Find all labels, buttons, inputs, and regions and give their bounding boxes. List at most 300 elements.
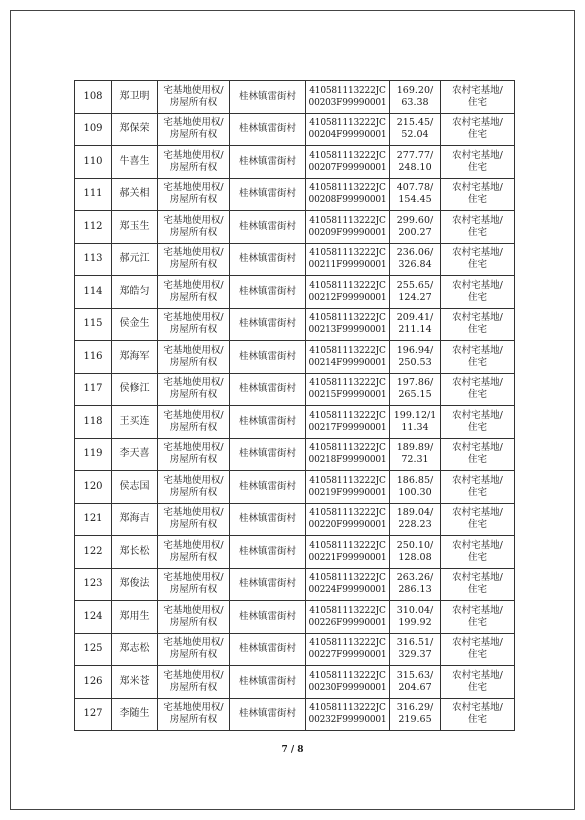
row-number: 118 bbox=[75, 406, 112, 439]
unit-number bbox=[306, 568, 390, 601]
owner-name: 侯修江 bbox=[112, 373, 158, 406]
unit-number-line: 410581113222JC bbox=[309, 378, 386, 389]
right-type bbox=[158, 633, 230, 666]
area-line: 250.53 bbox=[398, 356, 432, 368]
land-use bbox=[441, 503, 515, 536]
area-line: 228.23 bbox=[398, 519, 432, 531]
unit-number-line: 410581113222JC bbox=[309, 85, 386, 96]
land-use-line: 农村宅基地/ bbox=[452, 214, 503, 226]
right-type-line: 房屋所有权 bbox=[169, 454, 218, 466]
unit-number-line: 00208F99990001 bbox=[308, 195, 387, 206]
unit-number-line: 410581113222JC bbox=[309, 638, 386, 649]
area-line: 286.13 bbox=[398, 584, 432, 596]
land-use-line: 农村宅基地/ bbox=[452, 474, 503, 486]
area-line: 265.15 bbox=[398, 389, 432, 401]
right-type-line: 宅基地使用权/ bbox=[163, 604, 224, 616]
right-type bbox=[158, 146, 230, 179]
land-use-line: 农村宅基地/ bbox=[452, 409, 503, 421]
location: 桂林镇雷街村 bbox=[230, 113, 306, 146]
right-type-line: 宅基地使用权/ bbox=[163, 149, 224, 161]
area-line: 299.60/ bbox=[396, 214, 434, 226]
page-number: 7 / 8 bbox=[281, 745, 304, 755]
land-use-line: 农村宅基地/ bbox=[452, 702, 503, 714]
area-line: 209.41/ bbox=[396, 312, 434, 324]
right-type bbox=[158, 601, 230, 634]
right-type-line: 房屋所有权 bbox=[169, 389, 218, 401]
owner-name: 郝元江 bbox=[112, 243, 158, 276]
row-number: 108 bbox=[75, 81, 112, 114]
right-type-line: 宅基地使用权/ bbox=[163, 312, 224, 324]
area-line: 199.12/1 bbox=[393, 409, 437, 421]
unit-number-line: 00219F99990001 bbox=[308, 487, 387, 498]
right-type-line: 房屋所有权 bbox=[169, 681, 218, 693]
land-use bbox=[441, 341, 515, 374]
unit-number-line: 410581113222JC bbox=[309, 703, 386, 714]
land-use-line: 农村宅基地/ bbox=[452, 442, 503, 454]
right-type-line: 房屋所有权 bbox=[169, 324, 218, 336]
unit-number-line: 00232F99990001 bbox=[308, 715, 387, 726]
table-row bbox=[75, 113, 515, 146]
right-type bbox=[158, 536, 230, 569]
land-use-line: 住宅 bbox=[467, 291, 487, 303]
land-use-line: 住宅 bbox=[467, 129, 487, 141]
unit-number-line: 410581113222JC bbox=[309, 508, 386, 519]
area-line: 196.94/ bbox=[396, 344, 434, 356]
land-use-line: 住宅 bbox=[467, 421, 487, 433]
table-row bbox=[75, 568, 515, 601]
land-use bbox=[441, 243, 515, 276]
unit-number-line: 00218F99990001 bbox=[308, 455, 387, 466]
land-use bbox=[441, 81, 515, 114]
right-type-line: 房屋所有权 bbox=[169, 714, 218, 726]
area-line: 154.45 bbox=[398, 194, 432, 206]
right-type bbox=[158, 438, 230, 471]
row-number: 109 bbox=[75, 113, 112, 146]
area-line: 310.04/ bbox=[396, 604, 434, 616]
row-number: 116 bbox=[75, 341, 112, 374]
unit-number bbox=[306, 373, 390, 406]
row-number: 119 bbox=[75, 438, 112, 471]
land-use-line: 住宅 bbox=[467, 454, 487, 466]
unit-number-line: 00213F99990001 bbox=[308, 325, 387, 336]
table-row bbox=[75, 81, 515, 114]
land-use-line: 住宅 bbox=[467, 324, 487, 336]
owner-name: 郑长松 bbox=[112, 536, 158, 569]
table-row bbox=[75, 341, 515, 374]
area bbox=[390, 503, 441, 536]
land-use-line: 农村宅基地/ bbox=[452, 539, 503, 551]
unit-number bbox=[306, 471, 390, 504]
land-use-line: 住宅 bbox=[467, 161, 487, 173]
land-use-line: 农村宅基地/ bbox=[452, 572, 503, 584]
right-type-line: 房屋所有权 bbox=[169, 356, 218, 368]
right-type-line: 房屋所有权 bbox=[169, 291, 218, 303]
land-use bbox=[441, 536, 515, 569]
unit-number-line: 00204F99990001 bbox=[308, 130, 387, 141]
unit-number bbox=[306, 178, 390, 211]
area-line: 11.34 bbox=[401, 421, 429, 433]
unit-number-line: 00217F99990001 bbox=[308, 422, 387, 433]
unit-number-line: 410581113222JC bbox=[309, 540, 386, 551]
right-type-line: 房屋所有权 bbox=[169, 584, 218, 596]
area-line: 236.06/ bbox=[396, 247, 434, 259]
unit-number-line: 410581113222JC bbox=[309, 313, 386, 324]
right-type-line: 房屋所有权 bbox=[169, 226, 218, 238]
row-number: 124 bbox=[75, 601, 112, 634]
location: 桂林镇雷街村 bbox=[230, 146, 306, 179]
row-number: 127 bbox=[75, 698, 112, 731]
table-row bbox=[75, 471, 515, 504]
land-use bbox=[441, 633, 515, 666]
right-type-line: 房屋所有权 bbox=[169, 551, 218, 563]
area bbox=[390, 276, 441, 309]
unit-number-line: 410581113222JC bbox=[309, 670, 386, 681]
area bbox=[390, 146, 441, 179]
location: 桂林镇雷街村 bbox=[230, 211, 306, 244]
table-body bbox=[75, 81, 515, 731]
area bbox=[390, 178, 441, 211]
location: 桂林镇雷街村 bbox=[230, 568, 306, 601]
land-use bbox=[441, 698, 515, 731]
area bbox=[390, 341, 441, 374]
location: 桂林镇雷街村 bbox=[230, 666, 306, 699]
land-use-line: 住宅 bbox=[467, 226, 487, 238]
land-use-line: 农村宅基地/ bbox=[452, 344, 503, 356]
land-use bbox=[441, 373, 515, 406]
right-type-line: 宅基地使用权/ bbox=[163, 117, 224, 129]
unit-number-line: 410581113222JC bbox=[309, 573, 386, 584]
table-row bbox=[75, 536, 515, 569]
unit-number bbox=[306, 406, 390, 439]
area-line: 124.27 bbox=[398, 291, 432, 303]
location: 桂林镇雷街村 bbox=[230, 503, 306, 536]
unit-number bbox=[306, 341, 390, 374]
owner-name: 郑卫明 bbox=[112, 81, 158, 114]
unit-number-line: 410581113222JC bbox=[309, 605, 386, 616]
area-line: 263.26/ bbox=[396, 572, 434, 584]
right-type-line: 宅基地使用权/ bbox=[163, 247, 224, 259]
table-row bbox=[75, 243, 515, 276]
land-use-line: 住宅 bbox=[467, 389, 487, 401]
location: 桂林镇雷街村 bbox=[230, 536, 306, 569]
location: 桂林镇雷街村 bbox=[230, 341, 306, 374]
area-line: 63.38 bbox=[401, 96, 429, 108]
area bbox=[390, 633, 441, 666]
right-type bbox=[158, 81, 230, 114]
owner-name: 郑皓匀 bbox=[112, 276, 158, 309]
location: 桂林镇雷街村 bbox=[230, 633, 306, 666]
right-type-line: 宅基地使用权/ bbox=[163, 669, 224, 681]
owner-name: 侯金生 bbox=[112, 308, 158, 341]
right-type-line: 房屋所有权 bbox=[169, 96, 218, 108]
unit-number-line: 410581113222JC bbox=[309, 150, 386, 161]
land-use-line: 住宅 bbox=[467, 519, 487, 531]
unit-number bbox=[306, 308, 390, 341]
table-row bbox=[75, 178, 515, 211]
row-number: 111 bbox=[75, 178, 112, 211]
owner-name: 王买连 bbox=[112, 406, 158, 439]
unit-number-line: 00224F99990001 bbox=[308, 585, 387, 596]
owner-name: 李天喜 bbox=[112, 438, 158, 471]
table-row bbox=[75, 406, 515, 439]
row-number: 125 bbox=[75, 633, 112, 666]
area bbox=[390, 601, 441, 634]
right-type bbox=[158, 503, 230, 536]
land-use-line: 住宅 bbox=[467, 356, 487, 368]
right-type-line: 房屋所有权 bbox=[169, 519, 218, 531]
land-use-line: 农村宅基地/ bbox=[452, 669, 503, 681]
area-line: 52.04 bbox=[401, 129, 429, 141]
unit-number-line: 00211F99990001 bbox=[308, 260, 387, 271]
right-type bbox=[158, 276, 230, 309]
area-line: 199.92 bbox=[398, 616, 432, 628]
location: 桂林镇雷街村 bbox=[230, 406, 306, 439]
land-use bbox=[441, 276, 515, 309]
land-use-line: 农村宅基地/ bbox=[452, 84, 503, 96]
land-use bbox=[441, 438, 515, 471]
area bbox=[390, 666, 441, 699]
area bbox=[390, 81, 441, 114]
land-use-line: 农村宅基地/ bbox=[452, 279, 503, 291]
row-number: 121 bbox=[75, 503, 112, 536]
land-use-line: 住宅 bbox=[467, 259, 487, 271]
land-use-line: 农村宅基地/ bbox=[452, 247, 503, 259]
area bbox=[390, 536, 441, 569]
right-type-line: 宅基地使用权/ bbox=[163, 344, 224, 356]
unit-number-line: 410581113222JC bbox=[309, 410, 386, 421]
area bbox=[390, 698, 441, 731]
right-type-line: 房屋所有权 bbox=[169, 259, 218, 271]
location: 桂林镇雷街村 bbox=[230, 438, 306, 471]
unit-number bbox=[306, 666, 390, 699]
land-use-line: 农村宅基地/ bbox=[452, 312, 503, 324]
table-row bbox=[75, 503, 515, 536]
row-number: 117 bbox=[75, 373, 112, 406]
right-type-line: 房屋所有权 bbox=[169, 616, 218, 628]
unit-number bbox=[306, 698, 390, 731]
right-type-line: 宅基地使用权/ bbox=[163, 702, 224, 714]
row-number: 110 bbox=[75, 146, 112, 179]
owner-name: 郑米苍 bbox=[112, 666, 158, 699]
land-use bbox=[441, 308, 515, 341]
area-line: 189.04/ bbox=[396, 507, 434, 519]
unit-number-line: 00220F99990001 bbox=[308, 520, 387, 531]
unit-number-line: 410581113222JC bbox=[309, 443, 386, 454]
right-type bbox=[158, 113, 230, 146]
unit-number-line: 00230F99990001 bbox=[308, 682, 387, 693]
row-number: 114 bbox=[75, 276, 112, 309]
land-use bbox=[441, 146, 515, 179]
unit-number-line: 410581113222JC bbox=[309, 183, 386, 194]
right-type-line: 宅基地使用权/ bbox=[163, 637, 224, 649]
right-type bbox=[158, 666, 230, 699]
table-row bbox=[75, 438, 515, 471]
location: 桂林镇雷街村 bbox=[230, 373, 306, 406]
land-use-line: 农村宅基地/ bbox=[452, 117, 503, 129]
unit-number-line: 410581113222JC bbox=[309, 345, 386, 356]
table-row bbox=[75, 601, 515, 634]
land-use-line: 住宅 bbox=[467, 96, 487, 108]
area-line: 197.86/ bbox=[396, 377, 434, 389]
owner-name: 郝关相 bbox=[112, 178, 158, 211]
area-line: 316.29/ bbox=[396, 702, 434, 714]
location: 桂林镇雷街村 bbox=[230, 178, 306, 211]
right-type bbox=[158, 243, 230, 276]
owner-name: 郑海军 bbox=[112, 341, 158, 374]
land-use-line: 农村宅基地/ bbox=[452, 377, 503, 389]
land-use-line: 住宅 bbox=[467, 486, 487, 498]
right-type-line: 宅基地使用权/ bbox=[163, 182, 224, 194]
land-use-line: 住宅 bbox=[467, 551, 487, 563]
right-type bbox=[158, 341, 230, 374]
right-type-line: 房屋所有权 bbox=[169, 194, 218, 206]
unit-number bbox=[306, 601, 390, 634]
unit-number bbox=[306, 503, 390, 536]
unit-number bbox=[306, 438, 390, 471]
area-line: 219.65 bbox=[398, 714, 432, 726]
row-number: 112 bbox=[75, 211, 112, 244]
right-type bbox=[158, 308, 230, 341]
right-type-line: 宅基地使用权/ bbox=[163, 539, 224, 551]
owner-name: 侯志国 bbox=[112, 471, 158, 504]
owner-name: 郑海吉 bbox=[112, 503, 158, 536]
area-line: 407.78/ bbox=[396, 182, 434, 194]
right-type bbox=[158, 406, 230, 439]
area bbox=[390, 113, 441, 146]
area-line: 326.84 bbox=[398, 259, 432, 271]
area-line: 329.37 bbox=[398, 649, 432, 661]
owner-name: 李随生 bbox=[112, 698, 158, 731]
table-row bbox=[75, 633, 515, 666]
land-use-line: 住宅 bbox=[467, 714, 487, 726]
owner-name: 郑用生 bbox=[112, 601, 158, 634]
land-use-line: 农村宅基地/ bbox=[452, 182, 503, 194]
area bbox=[390, 211, 441, 244]
right-type bbox=[158, 698, 230, 731]
land-use-line: 住宅 bbox=[467, 584, 487, 596]
location: 桂林镇雷街村 bbox=[230, 601, 306, 634]
area-line: 200.27 bbox=[398, 226, 432, 238]
area bbox=[390, 406, 441, 439]
right-type-line: 宅基地使用权/ bbox=[163, 474, 224, 486]
right-type-line: 宅基地使用权/ bbox=[163, 214, 224, 226]
unit-number-line: 410581113222JC bbox=[309, 118, 386, 129]
area-line: 277.77/ bbox=[396, 149, 434, 161]
land-use-line: 农村宅基地/ bbox=[452, 604, 503, 616]
unit-number bbox=[306, 243, 390, 276]
unit-number-line: 00203F99990001 bbox=[308, 97, 387, 108]
unit-number-line: 410581113222JC bbox=[309, 280, 386, 291]
land-use-line: 住宅 bbox=[467, 649, 487, 661]
unit-number-line: 410581113222JC bbox=[309, 248, 386, 259]
area-line: 211.14 bbox=[398, 324, 432, 336]
right-type-line: 宅基地使用权/ bbox=[163, 442, 224, 454]
unit-number bbox=[306, 211, 390, 244]
area-line: 215.45/ bbox=[396, 117, 434, 129]
land-use bbox=[441, 666, 515, 699]
area-line: 169.20/ bbox=[396, 84, 434, 96]
right-type-line: 宅基地使用权/ bbox=[163, 377, 224, 389]
owner-name: 郑俊法 bbox=[112, 568, 158, 601]
right-type bbox=[158, 471, 230, 504]
owner-name: 郑玉生 bbox=[112, 211, 158, 244]
owner-name: 郑志松 bbox=[112, 633, 158, 666]
unit-number-line: 00226F99990001 bbox=[308, 617, 387, 628]
area bbox=[390, 471, 441, 504]
land-use bbox=[441, 113, 515, 146]
right-type-line: 房屋所有权 bbox=[169, 161, 218, 173]
land-use-line: 农村宅基地/ bbox=[452, 637, 503, 649]
unit-number bbox=[306, 536, 390, 569]
land-use-line: 住宅 bbox=[467, 616, 487, 628]
unit-number bbox=[306, 633, 390, 666]
land-use bbox=[441, 211, 515, 244]
right-type bbox=[158, 211, 230, 244]
table-row bbox=[75, 373, 515, 406]
location: 桂林镇雷街村 bbox=[230, 698, 306, 731]
land-use bbox=[441, 406, 515, 439]
land-use bbox=[441, 178, 515, 211]
right-type-line: 宅基地使用权/ bbox=[163, 507, 224, 519]
table-row bbox=[75, 146, 515, 179]
unit-number-line: 410581113222JC bbox=[309, 475, 386, 486]
row-number: 115 bbox=[75, 308, 112, 341]
area-line: 248.10 bbox=[398, 161, 432, 173]
area-line: 72.31 bbox=[401, 454, 429, 466]
location: 桂林镇雷街村 bbox=[230, 81, 306, 114]
row-number: 122 bbox=[75, 536, 112, 569]
land-use bbox=[441, 568, 515, 601]
right-type-line: 房屋所有权 bbox=[169, 421, 218, 433]
right-type bbox=[158, 373, 230, 406]
right-type-line: 宅基地使用权/ bbox=[163, 572, 224, 584]
unit-number-line: 00221F99990001 bbox=[308, 552, 387, 563]
table-row bbox=[75, 211, 515, 244]
unit-number-line: 00212F99990001 bbox=[308, 292, 387, 303]
area-line: 315.63/ bbox=[396, 669, 434, 681]
row-number: 123 bbox=[75, 568, 112, 601]
area-line: 250.10/ bbox=[396, 539, 434, 551]
right-type-line: 房屋所有权 bbox=[169, 649, 218, 661]
unit-number-line: 00227F99990001 bbox=[308, 650, 387, 661]
area-line: 255.65/ bbox=[396, 279, 434, 291]
right-type bbox=[158, 568, 230, 601]
right-type-line: 宅基地使用权/ bbox=[163, 84, 224, 96]
right-type bbox=[158, 178, 230, 211]
area-line: 204.67 bbox=[398, 681, 432, 693]
area bbox=[390, 373, 441, 406]
area bbox=[390, 568, 441, 601]
right-type-line: 宅基地使用权/ bbox=[163, 409, 224, 421]
land-use-line: 住宅 bbox=[467, 681, 487, 693]
location: 桂林镇雷街村 bbox=[230, 276, 306, 309]
unit-number bbox=[306, 113, 390, 146]
location: 桂林镇雷街村 bbox=[230, 308, 306, 341]
area-line: 316.51/ bbox=[396, 637, 434, 649]
row-number: 113 bbox=[75, 243, 112, 276]
area-line: 189.89/ bbox=[396, 442, 434, 454]
right-type-line: 房屋所有权 bbox=[169, 486, 218, 498]
unit-number-line: 00215F99990001 bbox=[308, 390, 387, 401]
land-use-line: 住宅 bbox=[467, 194, 487, 206]
area-line: 128.08 bbox=[398, 551, 432, 563]
registration-table bbox=[74, 80, 515, 731]
row-number: 120 bbox=[75, 471, 112, 504]
right-type-line: 房屋所有权 bbox=[169, 129, 218, 141]
land-use bbox=[441, 601, 515, 634]
location: 桂林镇雷街村 bbox=[230, 243, 306, 276]
unit-number bbox=[306, 146, 390, 179]
